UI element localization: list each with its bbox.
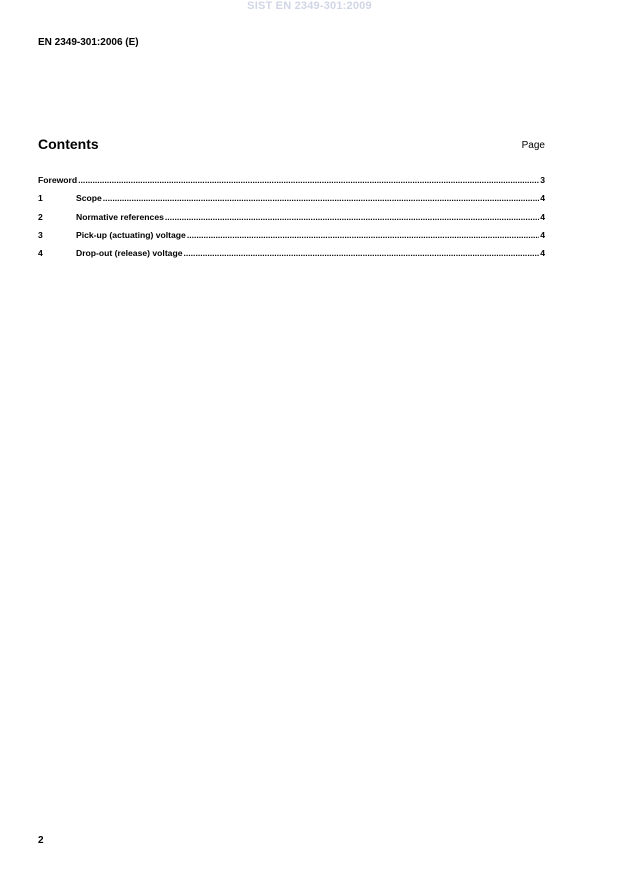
toc-entry-scope[interactable] [38,193,545,211]
dot-leader [184,248,540,259]
toc-entry-foreword[interactable] [38,175,545,193]
toc-entry-title: Foreword [38,175,78,185]
toc-entry-pick-up-voltage[interactable] [38,230,545,248]
toc-entry-title: Normative references [76,211,164,222]
toc-entry-number: 2 [38,211,43,222]
document-id: EN 2349-301:2006 (E) [38,37,139,48]
toc-entry-page: 4 [540,229,545,240]
page-number: 2 [38,835,44,846]
toc-entry-page: 4 [540,211,545,222]
watermark: SIST EN 2349-301:2009 [247,0,372,12]
toc-entry-normative-references[interactable] [38,212,545,230]
toc-entry-number: 1 [38,193,43,204]
toc-entry-page: 3 [540,175,545,185]
dot-leader [78,175,539,186]
dot-leader [187,230,539,241]
contents-heading: Contents [38,136,99,152]
table-of-contents [38,175,545,266]
toc-entry-page: 4 [540,248,545,259]
toc-entry-page: 4 [540,193,545,204]
toc-entry-number: 4 [38,248,43,259]
page-column-label: Page [521,140,545,151]
toc-entry-title: Pick-up (actuating) voltage [76,229,186,240]
toc-entry-number: 3 [38,229,43,240]
toc-entry-drop-out-voltage[interactable] [38,248,545,266]
toc-entry-title: Drop-out (release) voltage [76,248,183,259]
toc-entry-title: Scope [76,193,102,204]
dot-leader [103,193,539,204]
dot-leader [165,212,539,223]
